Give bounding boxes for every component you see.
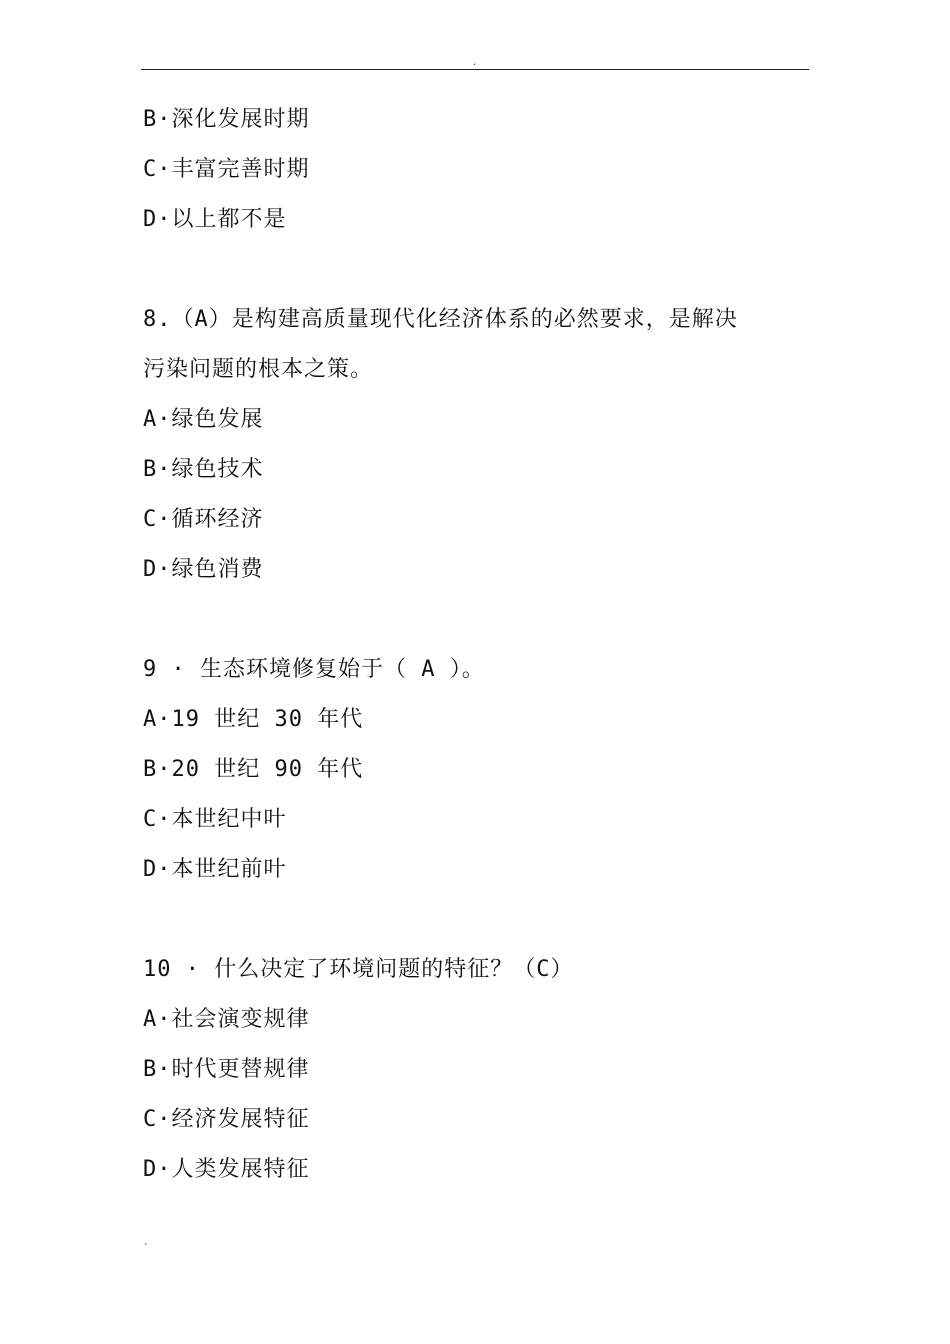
question-9-stem: 9 · 生态环境修复始于（ A ）。 xyxy=(143,657,485,682)
question-10-stem: 10 · 什么决定了环境问题的特征？（C） xyxy=(143,957,574,982)
question-10-option-d: D·人类发展特征 xyxy=(143,1157,310,1182)
question-10-option-a: A·社会演变规律 xyxy=(143,1007,310,1032)
header-mark: . xyxy=(472,58,478,68)
question-8-option-b: B·绿色技术 xyxy=(143,457,264,482)
question-10-option-b: B·时代更替规律 xyxy=(143,1057,310,1082)
question-8-option-a: A·绿色发展 xyxy=(143,407,264,432)
question-10-option-c: C·经济发展特征 xyxy=(143,1107,310,1132)
question-9-option-d: D·本世纪前叶 xyxy=(143,857,287,882)
document-body xyxy=(143,95,813,1195)
option-d-prev: D·以上都不是 xyxy=(143,207,287,232)
question-9-option-b: B·20 世纪 90 年代 xyxy=(143,757,364,782)
question-8-stem-line1: 8.（A）是构建高质量现代化经济体系的必然要求，是解决 xyxy=(143,307,738,332)
footer-mark: . xyxy=(143,1238,149,1248)
spacer xyxy=(143,595,813,645)
spacer xyxy=(143,245,813,295)
question-9-option-a: A·19 世纪 30 年代 xyxy=(143,707,364,732)
option-c-prev: C·丰富完善时期 xyxy=(143,157,310,182)
question-8-option-d: D·绿色消费 xyxy=(143,557,264,582)
spacer xyxy=(143,895,813,945)
header-rule xyxy=(141,69,809,70)
question-8-stem-line2: 污染问题的根本之策。 xyxy=(143,357,374,382)
question-9-option-c: C·本世纪中叶 xyxy=(143,807,287,832)
option-b-prev: B·深化发展时期 xyxy=(143,107,310,132)
question-8-option-c: C·循环经济 xyxy=(143,507,264,532)
